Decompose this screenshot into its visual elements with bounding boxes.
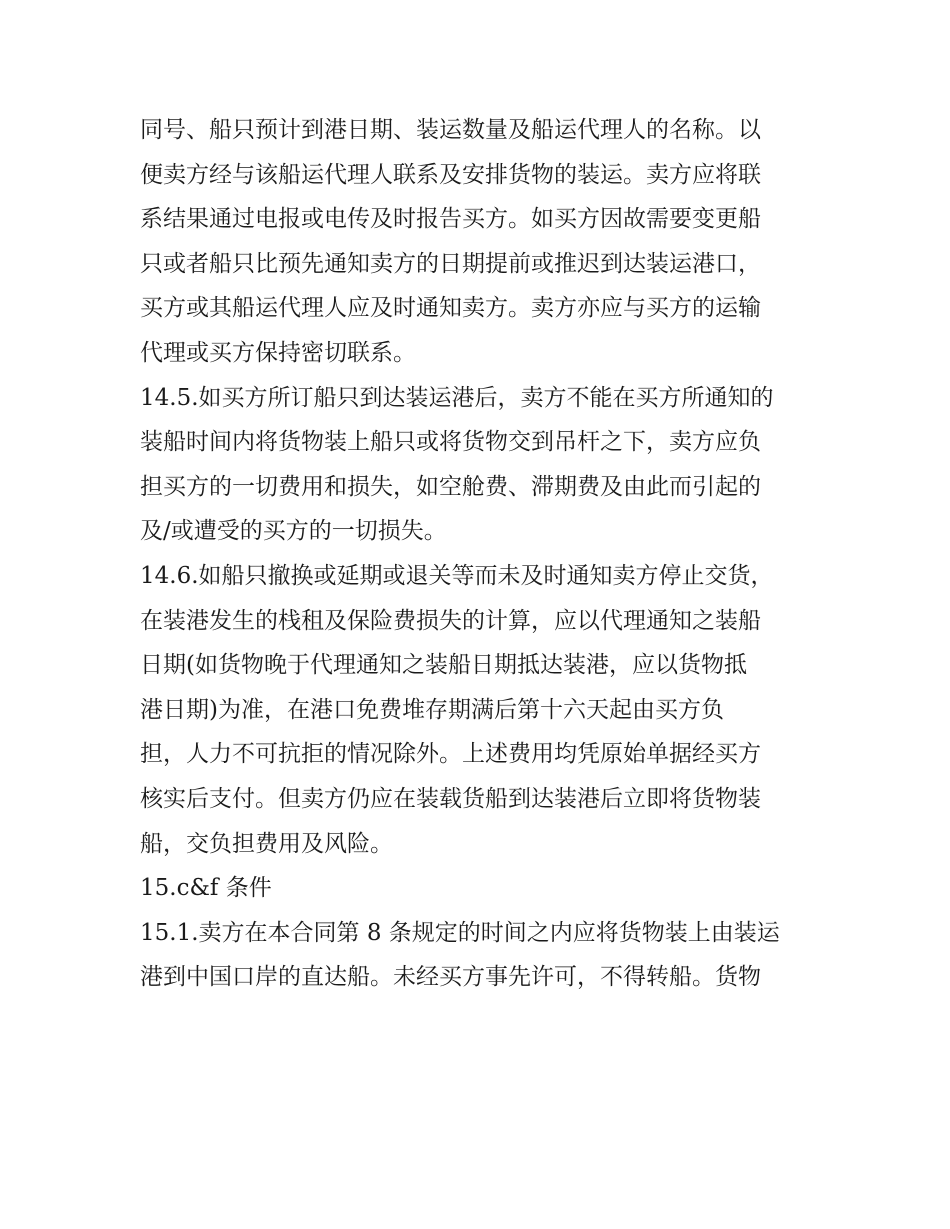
clause-15-1-line-2: 港到中国口岸的直达船。未经买方事先许可，不得转船。货物: [140, 964, 761, 991]
clause-14-6-line-2: 在装港发生的栈租及保险费损失的计算，应以代理通知之装船: [140, 607, 761, 634]
text-line-1: 同号、船只预计到港日期、装运数量及船运代理人的名称。以: [140, 117, 761, 143]
clause-14-5-line-3: 担买方的一切费用和损失，如空舱费、滞期费及由此而引起的: [140, 473, 761, 500]
section-15-heading: 15.c&f 条件: [140, 875, 272, 902]
clause-14-5-line-2: 装船时间内将货物装上船只或将货物交到吊杆之下，卖方应负: [140, 429, 761, 456]
text-line-3: 系结果通过电报或电传及时报告买方。如买方因故需要变更船: [140, 206, 761, 233]
clause-14-6-line-4: 港日期)为准，在港口免费堆存期满后第十六天起由买方负: [140, 696, 724, 723]
clause-15-1-line-1: 15.1.卖方在本合同第 8 条规定的时间之内应将货物装上由装运: [140, 919, 780, 946]
text-line-6: 代理或买方保持密切联系。: [140, 339, 416, 366]
clause-14-6-line-5: 担，人力不可抗拒的情况除外。上述费用均凭原始单据经买方: [140, 741, 761, 768]
clause-14-6-line-6: 核实后支付。但卖方仍应在装载货船到达装港后立即将货物装: [140, 785, 761, 812]
text-line-4: 只或者船只比预先通知卖方的日期提前或推迟到达装运港口，: [140, 250, 761, 277]
clause-14-5-line-4: 及/或遭受的买方的一切损失。: [140, 518, 447, 545]
clause-14-6-line-7: 船，交负担费用及风险。: [140, 830, 393, 857]
text-line-5: 买方或其船运代理人应及时通知卖方。卖方亦应与买方的运输: [140, 295, 761, 322]
contract-text-block: [140, 108, 820, 1000]
clause-14-6-line-1: 14.6.如船只撤换或延期或退关等而未及时通知卖方停止交货，: [140, 562, 774, 589]
clause-14-5-line-1: 14.5.如买方所订船只到达装运港后，卖方不能在买方所通知的: [140, 384, 774, 411]
clause-14-6-line-3: 日期(如货物晚于代理通知之装船日期抵达装港，应以货物抵: [140, 652, 747, 679]
text-line-2: 便卖方经与该船运代理人联系及安排货物的装运。卖方应将联: [140, 161, 761, 188]
